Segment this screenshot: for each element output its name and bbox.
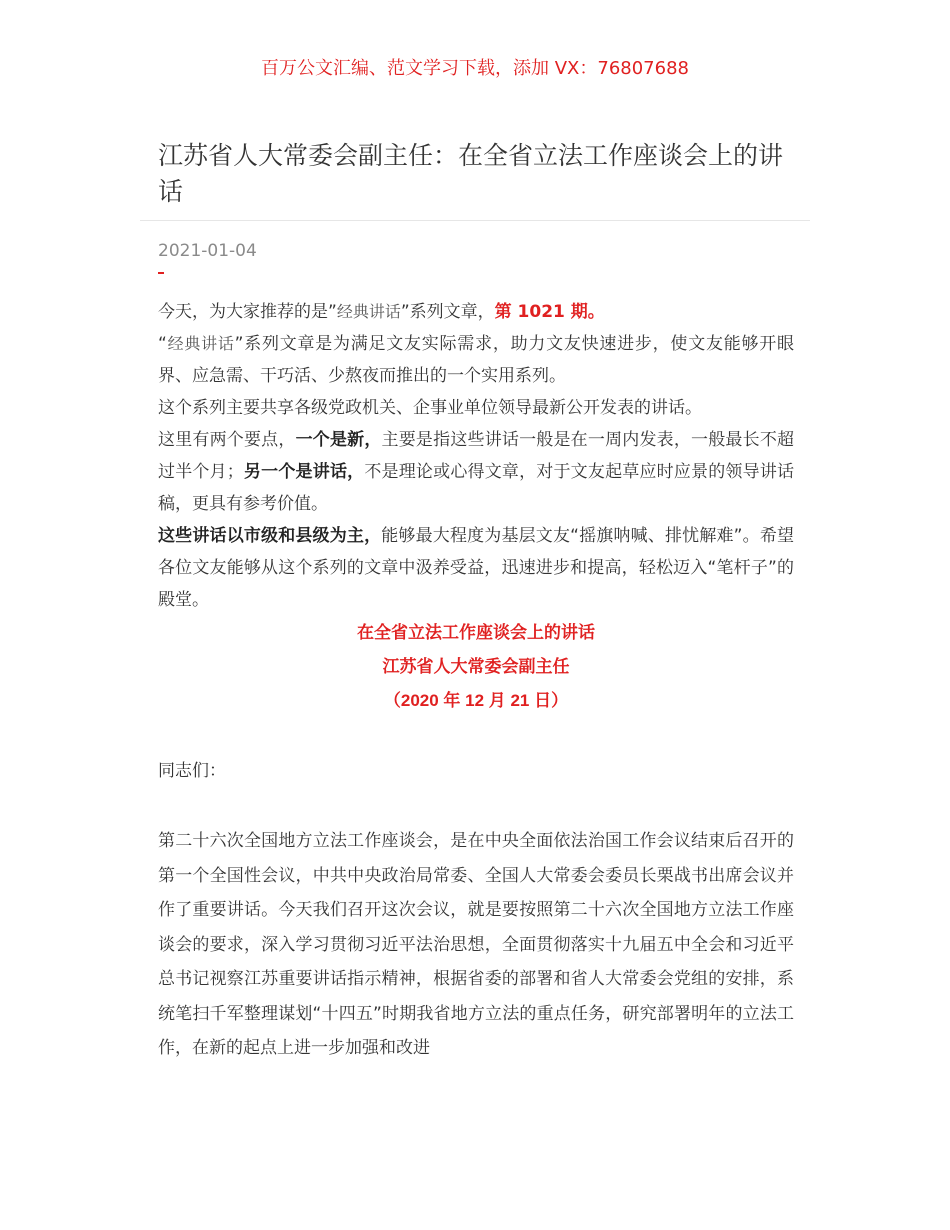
intro-text: 这里有两个要点， [158,430,296,450]
issue-number: 第 1021 期。 [494,302,605,322]
speech-body [158,756,794,1058]
speech-title: 在全省立法工作座谈会上的讲话 [357,623,595,642]
promo-banner: 百万公文汇编、范文学习下载，添加 VX：76807688 [261,58,689,79]
speech-greeting: 同志们： [158,761,226,781]
intro-text: 能够最大程度为基层文友“摇旗呐喊、排忧解难”。希望各位文友能够从这个系列的文章中汲养受益，迅速进步和提高，轻松迈入“笔杆子”的殿堂。 [158,526,794,610]
red-dash-marker [158,272,164,274]
intro-paragraph-5 [158,520,794,616]
publish-date: 2021-01-04 [158,241,257,261]
intro-paragraph-3: 这个系列主要共享各级党政机关、企事业单位领导最新公开发表的讲话。 [158,398,702,418]
intro-paragraph-2 [158,328,794,392]
intro-text: ”系列文章是为满足文友实际需求，助力文友快速进步，使文友能够开眼界、应急需、干巧活、少熬夜而推出的一个实用系列。 [158,334,794,386]
speech-date: （2020 年 12 月 21 日） [383,691,569,710]
series-name: 经典讲话 [336,302,401,321]
intro-text: “ [158,334,167,354]
intro-text: 不是理论或心得文章，对于文友起草应时应景的领导讲话稿，更具有参考价值。 [158,462,795,514]
speech-speaker: 江苏省人大常委会副主任 [382,657,570,676]
key-point-3: 这些讲话以市级和县级为主， [158,526,382,546]
speech-paragraph-1: 第二十六次全国地方立法工作座谈会，是在中央全面依法治国工作会议结束后召开的第一个全国性会议，中共中央政治局常委、全国人大常委会委员长栗战书出席会议并作了重要讲话。今天我们召开这次会议，就是要按照第二十六次全国地方立法工作座谈会的要求，深入学习贯彻习近平法治思想，全面贯彻落实十九届五中全会和习近平总书记视察江苏重要讲话指示精神，根据省委的部署和省人大常委会党组的安排，系统笔扫千军整理谋划“十四五”时期我省地方立法的重点任务，研究部署明年的立法工作，在新的起点上进一步加强和改进 [158,831,794,1058]
intro-paragraph-1 [158,296,794,328]
key-point-2: 另一个是讲话， [243,462,365,482]
key-point-1: 一个是新， [295,430,382,450]
title-divider [140,220,810,221]
intro-section [158,296,794,718]
article-title: 江苏省人大常委会副主任：在全省立法工作座谈会上的讲话 [158,141,784,206]
intro-text: ”系列文章， [400,302,495,322]
intro-text: 主要是指这些讲话一般是在一周内发表，一般最长不超过半个月； [158,430,795,482]
series-name: 经典讲话 [166,334,235,353]
intro-text: 今天，为大家推荐的是” [158,302,337,322]
intro-paragraph-4 [158,424,794,520]
